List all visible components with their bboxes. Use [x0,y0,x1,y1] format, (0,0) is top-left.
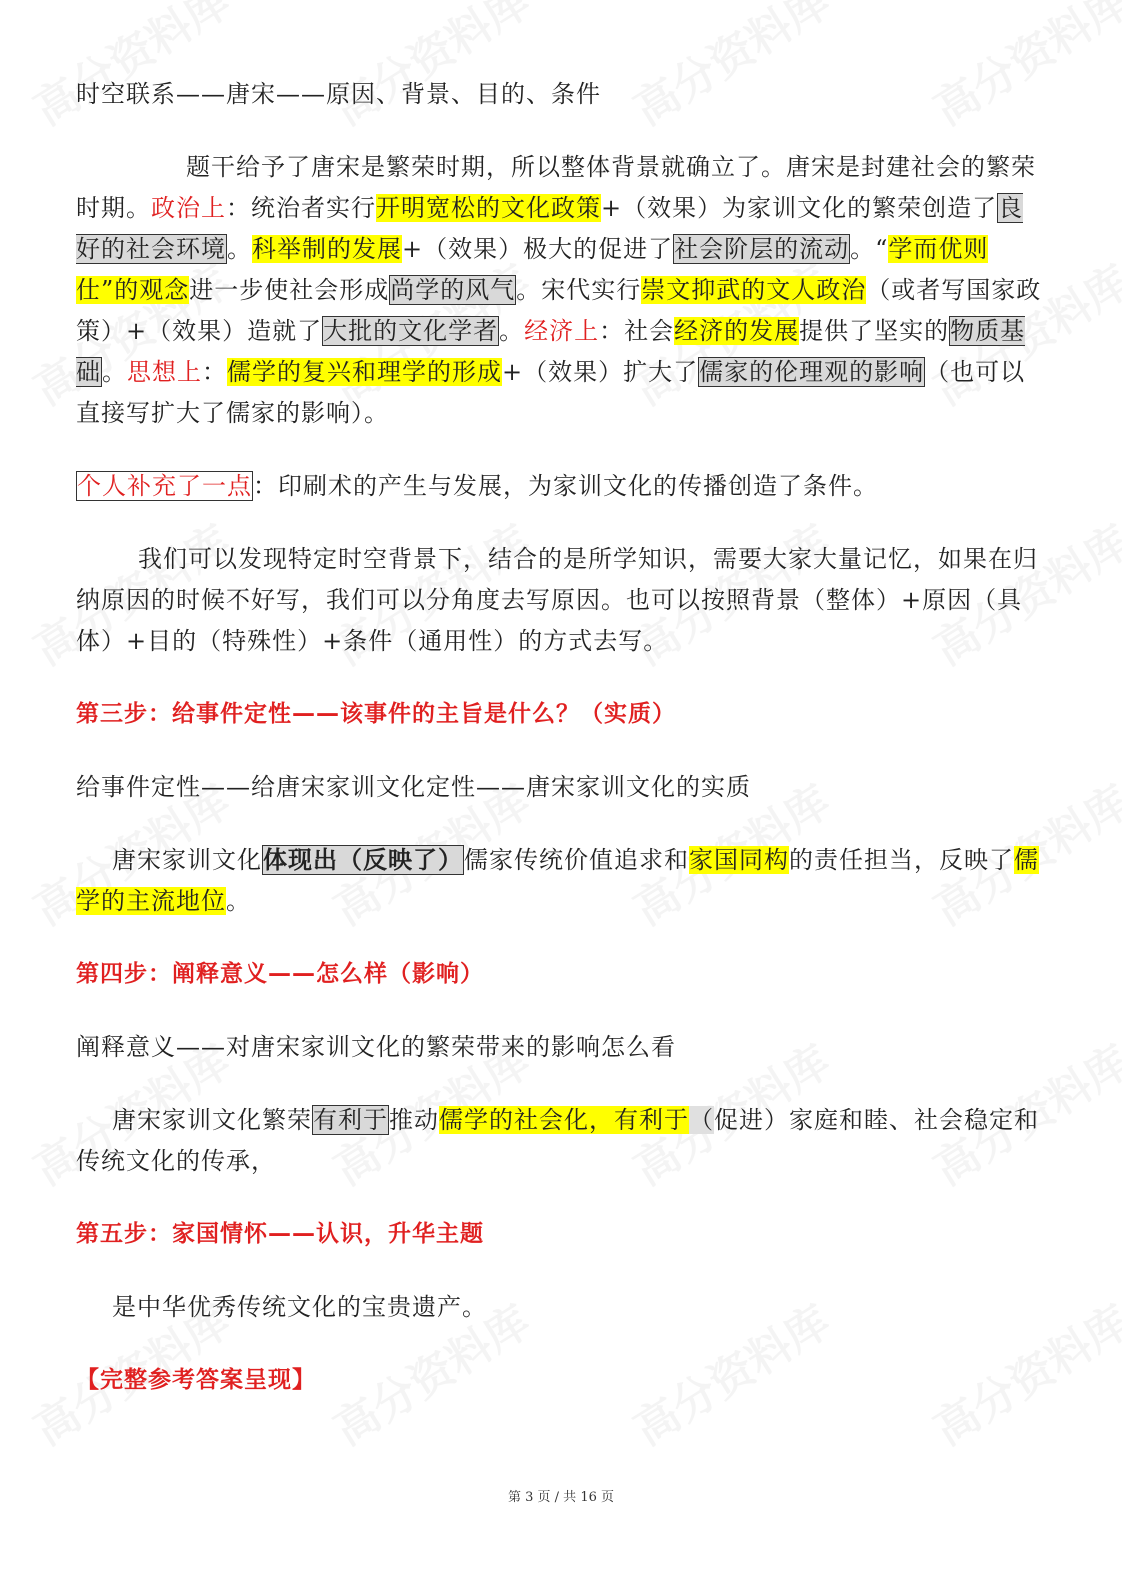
highlight-term: 开明宽松的文化政策 [376,194,601,222]
step3-line: 给事件定性——给唐宋家训文化定性——唐宋家训文化的实质 [76,773,751,801]
thought-label: 思想上 [127,358,202,386]
text-run: +（效果）扩大了 [502,358,699,386]
highlight-term: 儒学的社会化，有利于 [439,1106,689,1134]
supplement-label: 个人补充了一点 [77,472,252,500]
highlight-term: 经济的发展 [674,317,800,345]
highlight-term: 儒学的复兴和理学的形成 [227,358,502,386]
boxed-term: 社会阶层的流动 [674,235,850,263]
step3-heading: 第三步：给事件定性——该事件的主旨是什么？（实质） [76,701,676,727]
final-heading: 【完整参考答案呈现】 [76,1367,316,1393]
text-run: 推动 [389,1106,439,1134]
boxed-term: 物质基础 [76,317,1026,386]
text-run: 。宋代实行 [516,276,642,304]
text-run: 促进）家庭和睦、社会稳定和传统文化的传承， [76,1106,1039,1175]
text-run: （也可以直接写扩大了儒家的影响）。 [76,358,1026,427]
text-run: ：印刷术的产生与发展，为家训文化的传播创造了条件。 [253,472,878,500]
text-run: 。 [102,358,127,386]
boxed-term: 良好的社会环境 [76,194,1024,263]
economic-label: 经济上 [524,317,600,345]
text-run: 进一步使社会形成 [189,276,390,304]
text-run: 的责任担当，反映了 [789,846,1014,874]
step4-line: 阐释意义——对唐宋家训文化的繁荣带来的影响怎么看 [76,1033,676,1061]
text-run: ：社会 [599,317,675,345]
step4-paragraph [76,1100,1046,1182]
method-paragraph: 我们可以发现特定时空背景下，结合的是所学知识，需要大家大量记忆，如果在归纳原因的时候不好写，我们可以分角度去写原因。也可以按照背景（整体）+原因（具体）+目的（特殊性）+条件（通用性）的方式去写。 [76,545,1038,655]
document-body [76,74,1046,1401]
timespace-line: 时空联系——唐宋——原因、背景、目的、条件 [76,80,601,108]
shaded-term: （ [689,1106,714,1134]
text-run: +（效果）极大的促进了 [402,235,674,263]
text-run: 唐宋家训文化繁荣 [112,1106,312,1134]
political-label: 政治上 [151,194,226,222]
text-run: 。 [227,235,252,263]
text-run: 唐宋家训文化 [112,846,262,874]
boxed-term: 尚学的风气 [390,276,516,304]
text-run: ： [202,358,227,386]
text-run: 。“ [850,235,889,263]
boxed-term: 大批的文化学者 [323,317,499,345]
text-run: 。 [226,887,251,915]
text-run: +（效果）为家训文化的繁荣创造了 [601,194,998,222]
step4-heading: 第四步：阐释意义——怎么样（影响） [76,961,484,987]
highlight-term: 家国同构 [689,846,789,874]
text-run: 题干给予了唐宋是繁荣时期，所以整体背景就确立了。唐宋是封建社会的繁荣时期。 [76,153,1036,222]
boxed-term: 体现出（反映了） [263,846,463,874]
analysis-paragraph [76,147,1046,434]
boxed-term: 有利于 [313,1106,388,1134]
boxed-term: 儒家的伦理观的影响 [699,358,925,386]
highlight-term: 科举制的发展 [252,235,402,263]
text-run: 提供了坚实的 [799,317,950,345]
step5-heading: 第五步：家国情怀——认识，升华主题 [76,1221,484,1247]
step3-paragraph [76,840,1046,922]
highlight-term: 学而优则仕”的观念 [76,235,989,304]
text-run: 儒家传统价值追求和 [464,846,689,874]
highlight-term: 儒学的主流地位 [76,846,1039,915]
supplement-paragraph [76,466,1046,507]
text-run: 。 [499,317,525,345]
text-run: （或者写国家政策）+（效果）造就了 [76,276,1042,345]
highlight-term: 崇文抑武的文人政治 [641,276,867,304]
step5-line: 是中华优秀传统文化的宝贵遗产。 [112,1293,487,1321]
page-footer: 第 3 页 / 共 16 页 [508,1490,614,1505]
text-run: ：统治者实行 [226,194,376,222]
